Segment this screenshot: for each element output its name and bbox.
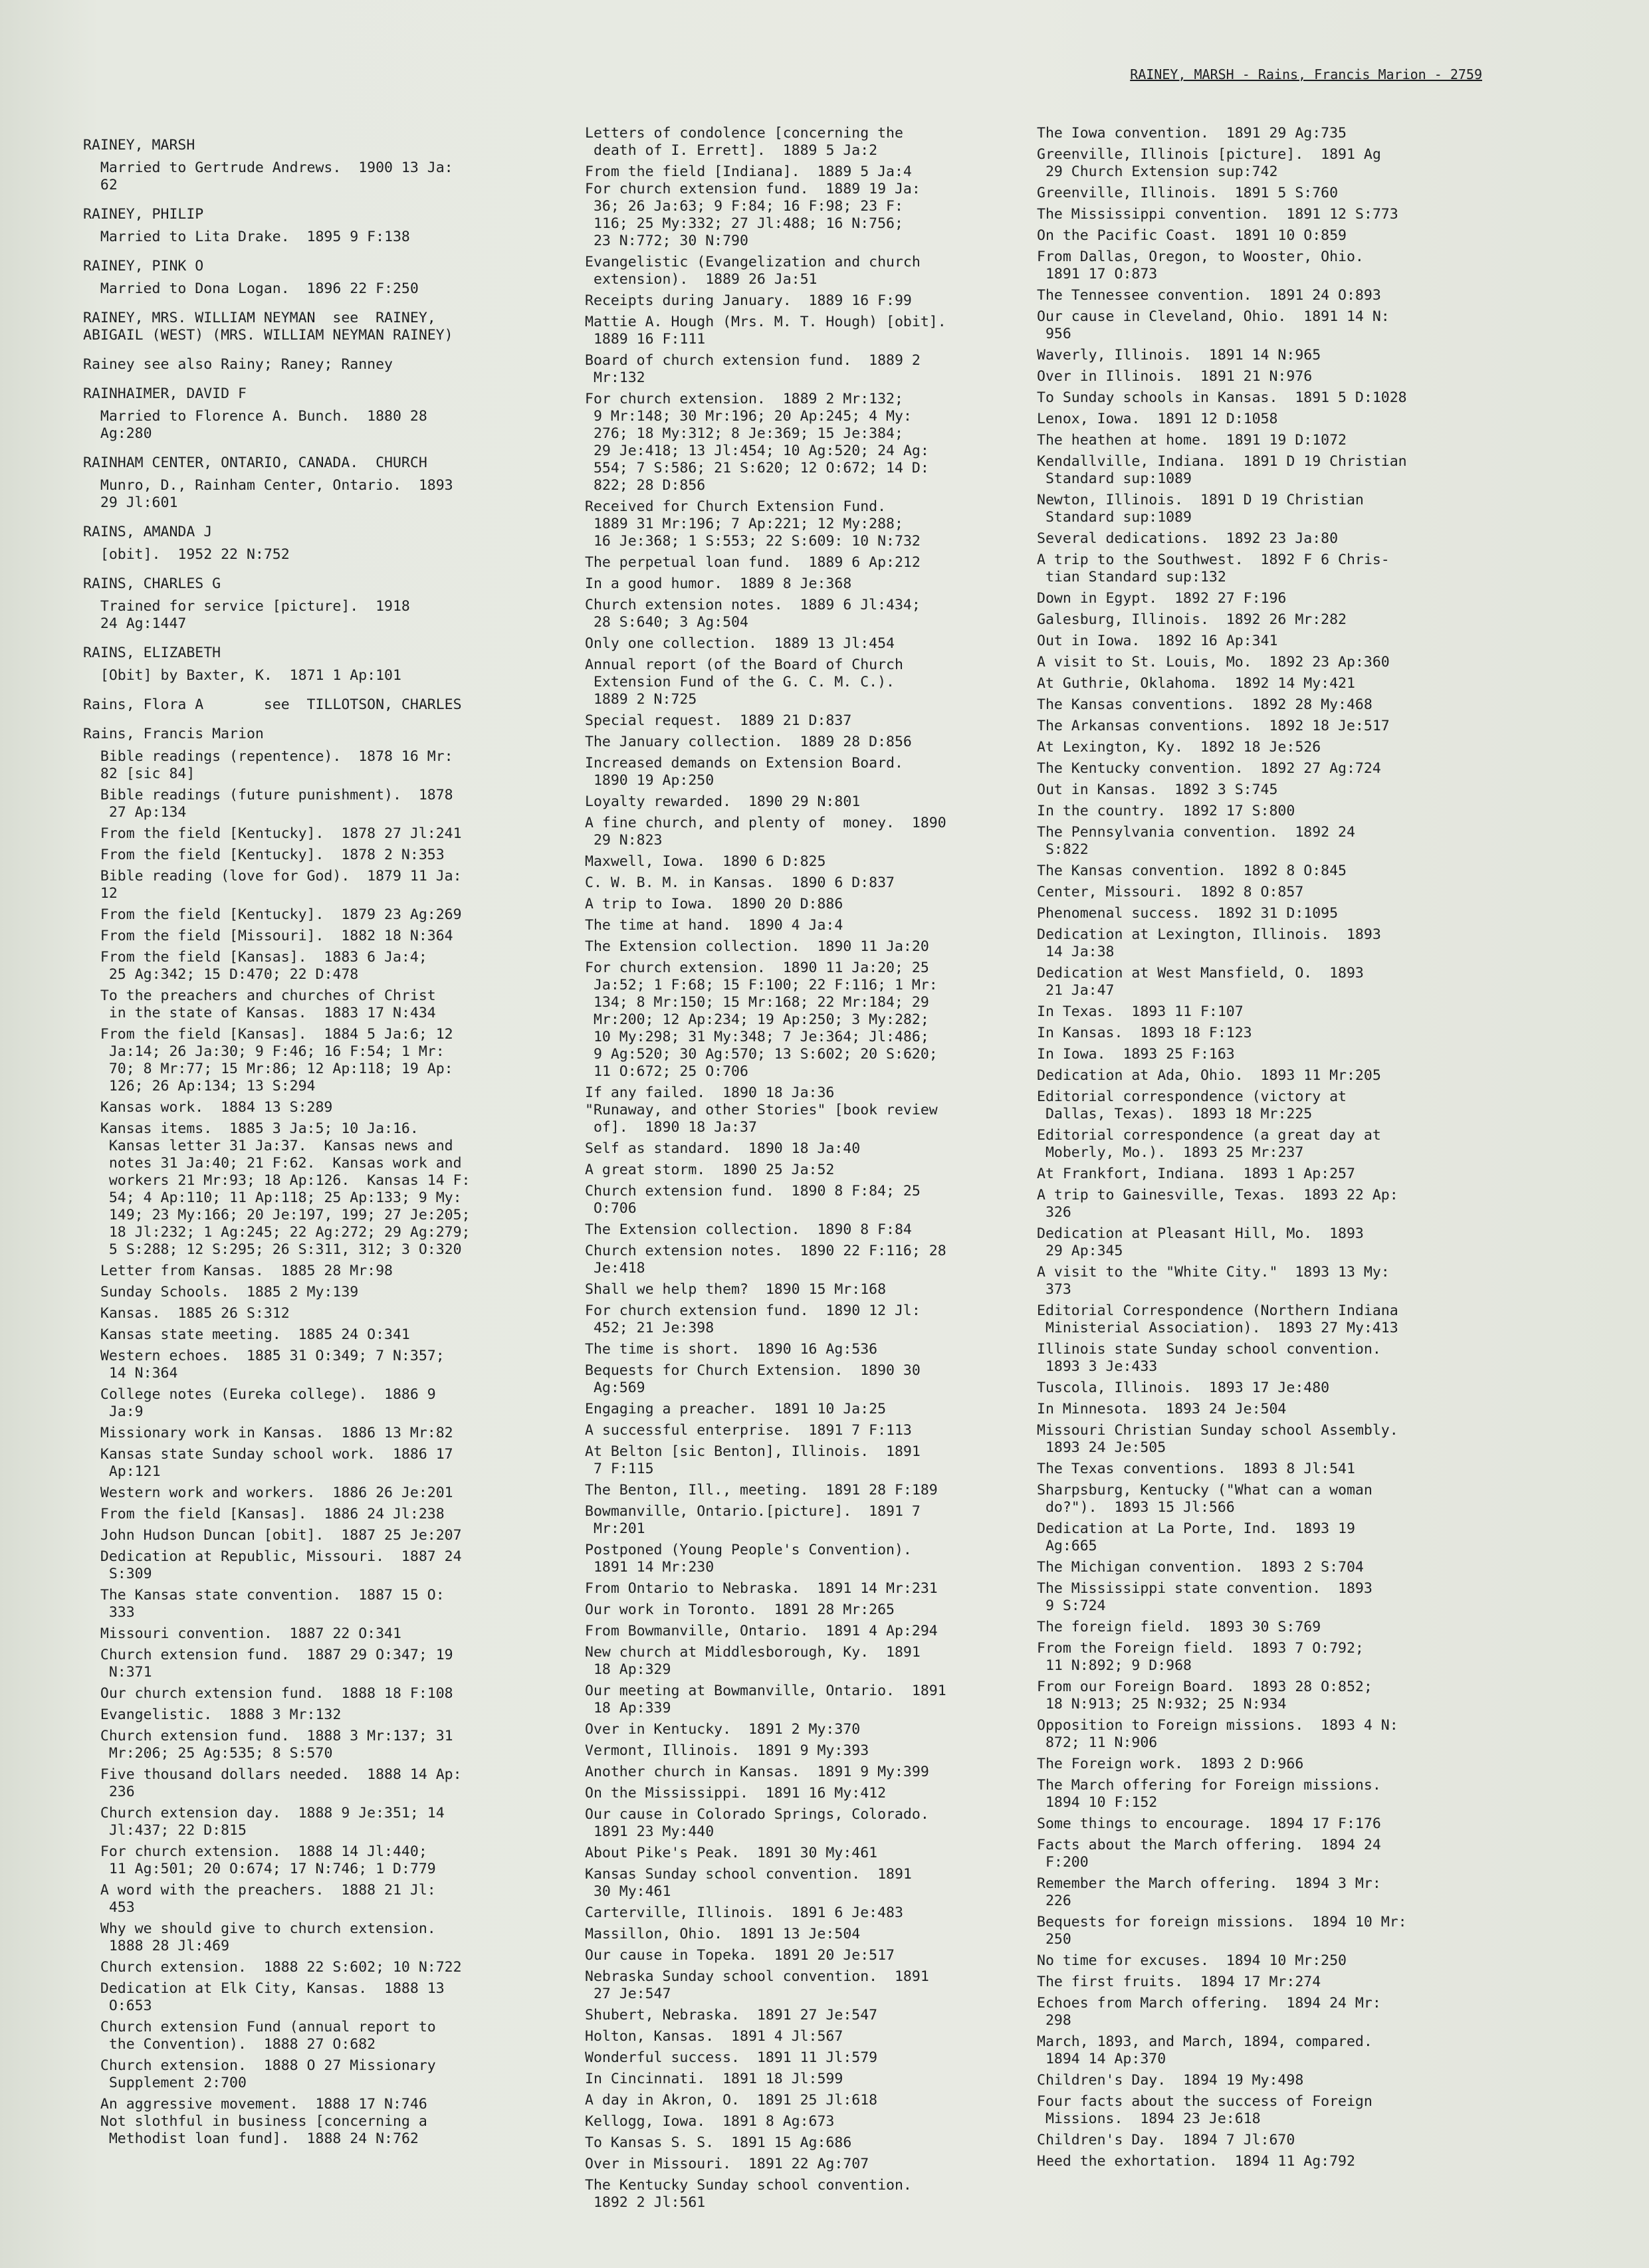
index-heading: RAINS, AMANDA J [83,524,213,540]
index-entry: The Kansas conventions. 1892 28 My:468 [1037,696,1373,713]
index-entry: A successful enterprise. 1891 7 F:113 [585,1422,912,1439]
index-entry: The Tennessee convention. 1891 24 O:893 [1037,287,1381,304]
index-entry: Another church in Kansas. 1891 9 My:399 [585,1764,929,1780]
index-heading: Rains, Francis Marion [83,726,264,742]
index-entry: From Bowmanville, Ontario. 1891 4 Ap:294 [585,1623,938,1639]
index-entry: In Cincinnati. 1891 18 Jl:599 [585,2071,843,2087]
index-entry: Tuscola, Illinois. 1893 17 Je:480 [1037,1380,1330,1396]
index-entry: Illinois state Sunday school convention. 1893 3 Je:433 [1037,1341,1381,1375]
index-entry: The Extension collection. 1890 11 Ja:20 [585,938,929,955]
index-entry: From the field [Kentucky]. 1878 27 Jl:241 [83,825,462,842]
index-entry: Our cause in Topeka. 1891 20 Je:517 [585,1947,895,1964]
index-entry: Kendallville, Indiana. 1891 D 19 Christian Standard sup:1089 [1037,453,1407,487]
index-entry: Children's Day. 1894 7 Jl:670 [1037,2132,1295,2148]
index-entry: Trained for service [picture]. 1918 24 Ag:1447 [100,598,410,632]
index-heading: RAINEY, MRS. WILLIAM NEYMAN see RAINEY, ABIGAIL (WEST) (MRS. WILLIAM NEYMAN RAINEY) [83,310,453,344]
index-heading: RAINEY, MARSH [83,137,195,154]
index-entry: In Texas. 1893 11 F:107 [1037,1003,1244,1020]
index-entry: From the field [Missouri]. 1882 18 N:364 [83,928,453,944]
index-entry: The foreign field. 1893 30 S:769 [1037,1619,1321,1635]
index-entry: In Minnesota. 1893 24 Je:504 [1037,1401,1287,1417]
index-entry: The heathen at home. 1891 19 D:1072 [1037,432,1347,449]
index-entry: Married to Lita Drake. 1895 9 F:138 [83,229,410,245]
index-entry: Dedication at Pleasant Hill, Mo. 1893 29 Ap:345 [1037,1225,1364,1259]
index-entry: Some things to encourage. 1894 17 F:176 [1037,1815,1381,1832]
index-entry: No time for excuses. 1894 10 Mr:250 [1037,1952,1347,1969]
index-entry: Why we should give to church extension. 1888 28 Jl:469 [100,1920,436,1954]
index-column-2 [585,125,1057,2216]
index-entry: College notes (Eureka college). 1886 9 Ja:9 [100,1386,436,1420]
index-entry: Phenomenal success. 1892 31 D:1095 [1037,905,1339,922]
index-entry: Bowmanville, Ontario.[picture]. 1891 7 Mr:201 [585,1503,921,1537]
index-entry: Shubert, Nebraska. 1891 27 Je:547 [585,2007,878,2023]
index-entry: To the preachers and churches of Christ in the state of Kansas. 1883 17 N:434 [100,987,436,1021]
index-entry: Newton, Illinois. 1891 D 19 Christian Standard sup:1089 [1037,492,1364,526]
index-entry: Sharpsburg, Kentucky ("What can a woman do?"). 1893 15 Jl:566 [1037,1482,1373,1516]
index-entry: Kansas work. 1884 13 S:289 [83,1099,333,1116]
index-entry: Remember the March offering. 1894 3 Mr: 226 [1037,1875,1381,1909]
index-entry: A great storm. 1890 25 Ja:52 [585,1162,835,1178]
index-entry: For church extension. 1890 11 Ja:20; 25 Ja:52; 1 F:68; 15 F:100; 22 F:116; 1 Mr: 134; 8 Mr:150; 15 Mr:168; 22 Mr:184; 29 Mr:200; 12 Ap:234; 19 Ap:250; 3 My:282; 10 My:298; 31 My:348; 7 Je:364; Jl:486; 9 Ag:520; 30 Ag:570; 13 S:602; 20 S:620; 11 O:672; 25 O:706 [585,960,938,1080]
index-entry: The January collection. 1889 28 D:856 [585,734,912,750]
index-entry: Church extension Fund (annual report to the Convention). 1888 27 O:682 [100,2019,436,2053]
index-entry: A word with the preachers. 1888 21 Jl: 453 [100,1882,436,1916]
index-entry: Greenville, Illinois. 1891 5 S:760 [1037,185,1339,201]
index-entry: Four facts about the success of Foreign Missions. 1894 23 Je:618 [1037,2093,1373,2127]
index-entry: The Iowa convention. 1891 29 Ag:735 [1037,125,1347,142]
index-entry: From the field [Kentucky]. 1879 23 Ag:269 [83,906,462,923]
index-entry: Our cause in Colorado Springs, Colorado. 1891 23 My:440 [585,1806,929,1840]
index-entry: Church extension. 1888 22 S:602; 10 N:722 [83,1959,462,1976]
index-entry: A trip to the Southwest. 1892 F 6 Chris- tian Standard sup:132 [1037,552,1390,585]
index-entry: Sunday Schools. 1885 2 My:139 [83,1284,359,1300]
index-entry: Bible reading (love for God). 1879 11 Ja: 12 [100,868,462,902]
index-entry: Over in Illinois. 1891 21 N:976 [1037,368,1313,385]
index-entry: Munro, D., Rainham Center, Ontario. 1893 29 Jl:601 [100,477,453,511]
index-heading: Rains, Flora A see TILLOTSON, CHARLES [83,696,462,713]
index-entry: Massillon, Ohio. 1891 13 Je:504 [585,1926,861,1942]
index-entry: From our Foreign Board. 1893 28 O:852; 18 N:913; 25 N:932; 25 N:934 [1037,1679,1373,1712]
index-entry: Western echoes. 1885 31 O:349; 7 N:357; 14 N:364 [100,1348,445,1382]
index-entry: For church extension. 1889 2 Mr:132; 9 Mr:148; 30 Mr:196; 20 Ap:245; 4 My: 276; 18 My:312; 8 Je:369; 15 Je:384; 29 Je:418; 13 Jl:454; 10 Ag:520; 24 Ag: 554; 7 S:586; 21 S:620; 12 O:672; 14 D: 822; 28 D:856 [585,391,929,494]
index-entry: Church extension notes. 1889 6 Jl:434; 28 S:640; 3 Ag:504 [585,597,921,631]
index-entry: At Belton [sic Benton], Illinois. 1891 7 F:115 [585,1443,921,1477]
index-entry: From the field [Kansas]. 1884 5 Ja:6; 12 Ja:14; 26 Ja:30; 9 F:46; 16 F:54; 1 Mr: 70; 8 Mr:77; 15 Mr:86; 12 Ap:118; 19 Ap: 126; 26 Ap:134; 13 S:294 [100,1026,453,1094]
index-entry: C. W. B. M. in Kansas. 1890 6 D:837 [585,875,895,891]
index-entry: Kansas. 1885 26 S:312 [83,1305,290,1322]
index-entry: Missouri convention. 1887 22 O:341 [83,1625,401,1642]
index-entry: Evangelistic. 1888 3 Mr:132 [83,1706,342,1723]
index-entry: Postponed (Young People's Convention). 1891 14 Mr:230 [585,1542,912,1576]
index-entry: From the field [Kansas]. 1886 24 Jl:238 [83,1506,445,1522]
index-entry: Kansas state Sunday school work. 1886 17 Ap:121 [100,1446,453,1480]
index-entry: Received for Church Extension Fund. 1889 31 Mr:196; 7 Ap:221; 12 My:288; 16 Je:368; 1 S:553; 22 S:609: 10 N:732 [585,498,921,550]
index-entry: In Kansas. 1893 18 F:123 [1037,1025,1252,1041]
index-heading: RAINEY, PINK O [83,258,204,274]
index-entry: Over in Kentucky. 1891 2 My:370 [585,1721,861,1738]
index-entry: Board of church extension fund. 1889 2 Mr:132 [585,352,921,386]
index-entry: Church extension. 1888 O 27 Missionary Supplement 2:700 [100,2057,436,2091]
index-entry: The Mississippi convention. 1891 12 S:773 [1037,206,1398,223]
index-entry: Receipts during January. 1889 16 F:99 [585,292,912,309]
index-entry: Opposition to Foreign missions. 1893 4 N: 872; 11 N:906 [1037,1717,1398,1751]
index-entry: Church extension fund. 1887 29 O:347; 19 N:371 [100,1647,453,1681]
index-heading: RAINS, CHARLES G [83,575,221,592]
index-entry: The Kentucky convention. 1892 27 Ag:724 [1037,760,1381,777]
index-entry: Only one collection. 1889 13 Jl:454 [585,635,895,652]
index-entry: Kansas state meeting. 1885 24 O:341 [83,1326,410,1343]
index-entry: Loyalty rewarded. 1890 29 N:801 [585,793,861,810]
index-entry: A visit to St. Louis, Mo. 1892 23 Ap:360 [1037,654,1390,670]
index-entry: Bequests for Church Extension. 1890 30 Ag:569 [585,1362,921,1396]
index-entry: Facts about the March offering. 1894 24 F:200 [1037,1837,1381,1871]
index-entry: Lenox, Iowa. 1891 12 D:1058 [1037,411,1278,427]
index-entry: A trip to Iowa. 1890 20 D:886 [585,896,843,912]
index-entry: The Kansas state convention. 1887 15 O: 333 [100,1587,445,1621]
index-entry: For church extension. 1888 14 Jl:440; 11 Ag:501; 20 O:674; 17 N:746; 1 D:779 [100,1843,436,1877]
index-entry: Church extension fund. 1888 3 Mr:137; 31 Mr:206; 25 Ag:535; 8 S:570 [100,1728,453,1762]
index-entry: March, 1893, and March, 1894, compared. 1894 14 Ap:370 [1037,2033,1373,2067]
index-entry: From the field [Kentucky]. 1878 2 N:353 [83,847,445,863]
index-entry: The Kentucky Sunday school convention. 1892 2 Jl:561 [585,2177,912,2211]
index-entry: Church extension fund. 1890 8 F:84; 25 O:706 [585,1183,921,1217]
index-entry: Dedication at La Porte, Ind. 1893 19 Ag:665 [1037,1520,1355,1554]
index-entry: Our church extension fund. 1888 18 F:108 [83,1685,453,1702]
index-entry: Our meeting at Bowmanville, Ontario. 1891 18 Ap:339 [585,1683,946,1716]
index-entry: Over in Missouri. 1891 22 Ag:707 [585,2156,869,2172]
index-entry: An aggressive movement. 1888 17 N:746 Not slothful in business [concerning a Methodist loan fund]. 1888 24 N:762 [100,2096,427,2147]
index-entry: The Benton, Ill., meeting. 1891 28 F:189 [585,1482,938,1498]
index-entry: Annual report (of the Board of Church Extension Fund of the G. C. M. C.). 1889 2 N:725 [585,657,903,708]
index-entry: At Frankfort, Indiana. 1893 1 Ap:257 [1037,1166,1355,1182]
index-entry: Church extension notes. 1890 22 F:116; 28 Je:418 [585,1243,946,1277]
index-entry: Five thousand dollars needed. 1888 14 Ap: 236 [100,1766,462,1800]
index-entry: Down in Egypt. 1892 27 F:196 [1037,590,1287,607]
index-entry: Dedication at West Mansfield, O. 1893 21 Ja:47 [1037,965,1364,999]
index-entry: Waverly, Illinois. 1891 14 N:965 [1037,347,1321,363]
index-entry: Dedication at Republic, Missouri. 1887 24 S:309 [100,1548,462,1582]
index-entry: A trip to Gainesville, Texas. 1893 22 Ap: 326 [1037,1187,1398,1221]
index-entry: The Texas conventions. 1893 8 Jl:541 [1037,1461,1355,1477]
index-entry: Editorial correspondence (a great day at Moberly, Mo.). 1893 25 Mr:237 [1037,1127,1381,1161]
index-entry: Several dedications. 1892 23 Ja:80 [1037,530,1339,547]
index-heading: RAINEY, PHILIP [83,206,204,223]
index-entry: From the field [Indiana]. 1889 5 Ja:4 For church extension fund. 1889 19 Ja: 36; 26 Ja:63; 9 F:84; 16 F:98; 23 F: 116; 25 My:332; 27 Jl:488; 16 N:756; 23 N:772; 30 N:790 [585,163,921,249]
index-heading: RAINS, ELIZABETH [83,645,221,661]
index-entry: From the field [Kansas]. 1883 6 Ja:4; 25 Ag:342; 15 D:470; 22 D:478 [100,949,427,983]
index-entry: [obit]. 1952 22 N:752 [83,546,290,563]
index-entry: Wonderful success. 1891 11 Jl:579 [585,2049,878,2066]
index-column-1 [83,125,548,2152]
index-entry: The Pennsylvania convention. 1892 24 S:822 [1037,824,1355,858]
index-entry: The Extension collection. 1890 8 F:84 [585,1221,912,1238]
index-entry: Holton, Kansas. 1891 4 Jl:567 [585,2028,843,2045]
index-entry: In Iowa. 1893 25 F:163 [1037,1046,1235,1063]
index-heading: Rainey see also Rainy; Raney; Ranney [83,356,393,373]
index-entry: The Foreign work. 1893 2 D:966 [1037,1756,1304,1772]
index-entry: On the Mississippi. 1891 16 My:412 [585,1785,887,1802]
index-heading: RAINHAM CENTER, ONTARIO, CANADA. CHURCH [83,455,427,471]
index-entry: Dedication at Ada, Ohio. 1893 11 Mr:205 [1037,1067,1381,1084]
index-entry: To Sunday schools in Kansas. 1891 5 D:1028 [1037,389,1407,406]
index-entry: Kansas Sunday school convention. 1891 30 My:461 [585,1866,912,1900]
index-entry: Nebraska Sunday school convention. 1891 27 Je:547 [585,1968,929,2002]
index-entry: Kansas items. 1885 3 Ja:5; 10 Ja:16. Kansas letter 31 Ja:37. Kansas news and notes 31 Ja:40; 21 F:62. Kansas work and workers 21 Mr:93; 18 Ap:126. Kansas 14 F: 54; 4 Ap:110; 11 Ap:118; 25 Ap:133; 9 My: 149; 23 My:166; 20 Je:197, 199; 27 Je:205; 18 Jl:232; 1 Ag:245; 22 Ag:272; 29 Ag:279; 5 S:288; 12 S:295; 26 S:311, 312; 3 O:320 [100,1120,471,1258]
index-entry: Engaging a preacher. 1891 10 Ja:25 [585,1401,887,1417]
index-entry: If any failed. 1890 18 Ja:36 "Runaway, and other Stories" [book review of]. 1890 18 Ja:37 [585,1084,938,1136]
index-entry: For church extension fund. 1890 12 Jl: 452; 21 Je:398 [585,1302,921,1336]
index-entry: Married to Gertrude Andrews. 1900 13 Ja: 62 [100,159,453,193]
index-entry: Kellogg, Iowa. 1891 8 Ag:673 [585,2113,835,2130]
index-entry: Galesburg, Illinois. 1892 26 Mr:282 [1037,611,1347,628]
index-entry: From Dallas, Oregon, to Wooster, Ohio. 1891 17 O:873 [1037,249,1364,282]
index-entry: To Kansas S. S. 1891 15 Ag:686 [585,2134,852,2151]
index-entry: Church extension day. 1888 9 Je:351; 14 Jl:437; 22 D:815 [100,1805,445,1839]
index-entry: [Obit] by Baxter, K. 1871 1 Ap:101 [83,667,401,684]
index-entry: The Michigan convention. 1893 2 S:704 [1037,1559,1364,1576]
index-entry: Increased demands on Extension Board. 1890 19 Ap:250 [585,755,903,789]
index-entry: A visit to the "White City." 1893 13 My: 373 [1037,1264,1390,1298]
index-entry: Out in Kansas. 1892 3 S:745 [1037,781,1278,798]
index-entry: Echoes from March offering. 1894 24 Mr: 298 [1037,1995,1381,2029]
index-entry: Letters of condolence [concerning the death of I. Errett]. 1889 5 Ja:2 [585,125,903,159]
index-entry: Vermont, Illinois. 1891 9 My:393 [585,1742,869,1759]
index-entry: The first fruits. 1894 17 Mr:274 [1037,1974,1321,1990]
index-entry: The March offering for Foreign missions. 1894 10 F:152 [1037,1777,1381,1811]
index-entry: Heed the exhortation. 1894 11 Ag:792 [1037,2153,1355,2170]
index-entry: Married to Dona Logan. 1896 22 F:250 [83,280,419,297]
index-entry: Our cause in Cleveland, Ohio. 1891 14 N: 956 [1037,308,1390,342]
index-entry: John Hudson Duncan [obit]. 1887 25 Je:207 [83,1527,462,1544]
index-entry: Carterville, Illinois. 1891 6 Je:483 [585,1905,903,1921]
index-entry: A day in Akron, O. 1891 25 Jl:618 [585,2092,878,2109]
index-entry: The perpetual loan fund. 1889 6 Ap:212 [585,554,921,571]
index-entry: New church at Middlesborough, Ky. 1891 18 Ap:329 [585,1644,921,1678]
index-entry: At Guthrie, Oklahoma. 1892 14 My:421 [1037,675,1355,692]
index-entry: Self as standard. 1890 18 Ja:40 [585,1140,861,1157]
index-entry: Children's Day. 1894 19 My:498 [1037,2072,1304,2089]
index-entry: Bible readings (future punishment). 1878 27 Ap:134 [100,787,453,821]
index-entry: Our work in Toronto. 1891 28 Mr:265 [585,1601,895,1618]
index-entry: Center, Missouri. 1892 8 O:857 [1037,884,1304,900]
index-entry: In the country. 1892 17 S:800 [1037,803,1295,819]
index-entry: Shall we help them? 1890 15 Mr:168 [585,1281,887,1298]
index-entry: Special request. 1889 21 D:837 [585,712,852,729]
index-entry: Editorial correspondence (victory at Dallas, Texas). 1893 18 Mr:225 [1037,1088,1347,1122]
index-entry: A fine church, and plenty of money. 1890 29 N:823 [585,815,946,849]
running-head: RAINEY, MARSH - Rains, Francis Marion - 2759 [1130,66,1482,82]
index-column-3 [1037,125,1502,2174]
index-entry: The time is short. 1890 16 Ag:536 [585,1341,878,1358]
index-entry: From Ontario to Nebraska. 1891 14 Mr:231 [585,1580,938,1597]
index-heading: RAINHAIMER, DAVID F [83,385,247,402]
index-entry: Bible readings (repentence). 1878 16 Mr: 82 [sic 84] [100,748,453,782]
index-entry: Editorial Correspondence (Northern Indiana Ministerial Association). 1893 27 My:413 [1037,1302,1398,1336]
index-entry: The time at hand. 1890 4 Ja:4 [585,917,843,934]
index-entry: In a good humor. 1889 8 Je:368 [585,575,852,592]
index-entry: The Mississippi state convention. 1893 9 S:724 [1037,1580,1373,1614]
index-entry: From the Foreign field. 1893 7 O:792; 11 N:892; 9 D:968 [1037,1640,1364,1674]
index-entry: Bequests for foreign missions. 1894 10 Mr: 250 [1037,1914,1407,1948]
index-entry: Maxwell, Iowa. 1890 6 D:825 [585,853,826,870]
index-entry: At Lexington, Ky. 1892 18 Je:526 [1037,739,1321,756]
index-entry: About Pike's Peak. 1891 30 My:461 [585,1845,878,1861]
index-entry: Dedication at Lexington, Illinois. 1893 14 Ja:38 [1037,926,1381,960]
index-entry: Married to Florence A. Bunch. 1880 28 Ag:280 [100,408,427,442]
index-entry: Out in Iowa. 1892 16 Ap:341 [1037,633,1278,649]
index-entry: The Kansas convention. 1892 8 O:845 [1037,863,1347,879]
index-entry: Letter from Kansas. 1885 28 Mr:98 [83,1263,393,1279]
index-entry: The Arkansas conventions. 1892 18 Je:517 [1037,718,1390,734]
index-entry: Mattie A. Hough (Mrs. M. T. Hough) [obit]. 1889 16 F:111 [585,314,946,348]
index-entry: Western work and workers. 1886 26 Je:201 [83,1485,453,1501]
index-entry: On the Pacific Coast. 1891 10 O:859 [1037,227,1347,244]
index-entry: Dedication at Elk City, Kansas. 1888 13 O:653 [100,1980,445,2014]
index-entry: Greenville, Illinois [picture]. 1891 Ag 29 Church Extension sup:742 [1037,146,1381,180]
index-entry: Missouri Christian Sunday school Assembly. 1893 24 Je:505 [1037,1422,1398,1456]
index-entry: Evangelistic (Evangelization and church extension). 1889 26 Ja:51 [585,254,921,288]
index-entry: Missionary work in Kansas. 1886 13 Mr:82 [83,1425,453,1441]
